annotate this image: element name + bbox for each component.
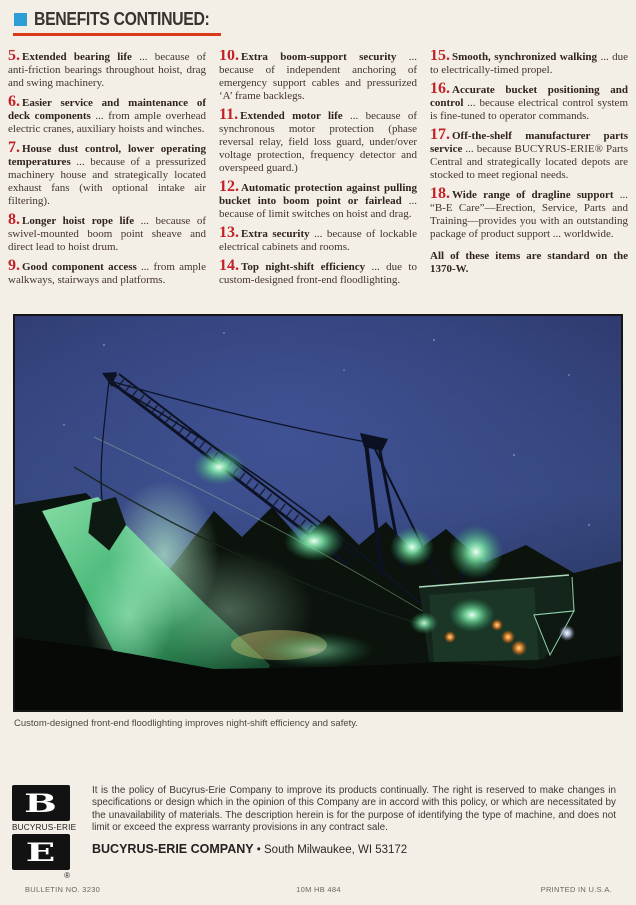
benefit-number: 16.	[430, 80, 450, 97]
benefit-item-6	[8, 93, 206, 136]
benefit-number: 8.	[8, 211, 20, 228]
benefit-body: ... from ample walkways, stairways and platforms.	[8, 261, 206, 286]
benefit-item-11	[219, 106, 417, 175]
company-address-line	[92, 840, 616, 858]
benefit-number: 17.	[430, 126, 450, 143]
benefit-number: 10.	[219, 50, 239, 64]
standard-items-note: All of these items are standard on the 1370-W.	[430, 250, 628, 275]
benefit-body: ... because of synchronous motor protection (phase reversal relay, field loss guard, under/over voltage protection, frequency detector and overspeed guard.)	[219, 110, 417, 174]
print-code: 10M HB 484	[296, 885, 341, 894]
machinery-house	[419, 575, 574, 662]
logo-b-block	[12, 785, 70, 821]
benefit-item-10	[219, 50, 417, 103]
benefit-lead: Good component access	[22, 261, 137, 273]
benefit-item-13	[219, 224, 417, 254]
page-header	[14, 9, 636, 30]
benefit-number: 12.	[219, 178, 239, 195]
photo-caption: Custom-designed front-end floodlighting improves night-shift efficiency and safety.	[14, 718, 358, 729]
benefit-body: ... because of limit switches on hoist and drag.	[219, 195, 417, 220]
benefit-number: 11.	[219, 106, 239, 123]
benefit-body: ... because of swivel-mounted boom point sheave and direct lead to hoist drum.	[8, 215, 206, 253]
benefit-number: 13.	[219, 224, 239, 241]
company-name: BUCYRUS-ERIE COMPANY	[92, 841, 254, 856]
benefit-lead: Off-the-shelf manufacturer parts service	[430, 130, 628, 155]
logo-e-block	[12, 834, 70, 870]
benefit-lead: House dust control, lower operating temperatures	[8, 143, 206, 168]
night-dragline-photo	[14, 315, 622, 711]
benefit-item-8	[8, 211, 206, 254]
benefit-body: ... because of lockable electrical cabinets and rooms.	[219, 228, 417, 253]
benefit-number: 6.	[8, 93, 20, 110]
benefit-body: ... because of independent anchoring of emergency support cables and pressurized ‘A’ frame backlegs.	[219, 51, 417, 102]
benefit-body: ... “B-E Care”—Erection, Service, Parts and Training—provides you with an outstanding package of product support ... worldwide.	[430, 189, 628, 240]
benefit-lead: Easier service and maintenance of deck components	[8, 97, 206, 122]
benefit-number: 7.	[8, 139, 20, 156]
benefit-item-17	[430, 126, 628, 182]
benefit-lead: Longer hoist rope life	[22, 215, 135, 227]
benefit-lead: Accurate bucket positioning and control	[430, 84, 628, 109]
benefit-item-12	[219, 178, 417, 221]
benefit-item-9	[8, 257, 206, 287]
blue-square-bullet-icon	[14, 13, 27, 26]
benefit-number: 5.	[8, 50, 20, 64]
benefit-number: 15.	[430, 50, 450, 64]
logo-letter-b: B	[24, 788, 58, 818]
benefit-lead: Extended motor life	[240, 110, 343, 122]
benefit-lead: Wide range of dragline support	[452, 189, 614, 201]
benefit-item-14	[219, 257, 417, 287]
benefit-body: ... because electrical control system is fine-tuned to operator commands.	[430, 97, 628, 122]
benefit-item-7	[8, 139, 206, 208]
benefit-item-15	[430, 50, 628, 77]
benefit-lead: Extended bearing life	[22, 51, 132, 63]
benefit-lead: Smooth, synchronized walking	[452, 51, 598, 63]
benefits-columns	[8, 50, 628, 308]
benefits-column-1	[8, 50, 206, 308]
logo-letter-e: E	[26, 837, 56, 867]
benefits-column-2	[219, 50, 417, 308]
benefit-number: 14.	[219, 257, 239, 274]
bulletin-number: BULLETIN NO. 3230	[25, 885, 101, 894]
benefit-lead: Automatic protection against pulling bucket into boom point or fairlead	[219, 182, 417, 207]
night-dragline-photo-art	[14, 315, 622, 711]
company-city: • South Milwaukee, WI 53172	[253, 843, 408, 856]
registered-trademark-icon: ®	[64, 871, 70, 880]
benefit-lead: Extra security	[241, 228, 310, 240]
benefit-lead: Extra boom-support security	[241, 51, 397, 63]
benefit-number: 18.	[430, 185, 450, 202]
footer	[12, 785, 616, 880]
benefit-body: ... because of a pressurized machinery house and strategically located exhaust fans (with optional intake air filtering).	[8, 156, 206, 207]
benefit-body: ... from ample overhead electric cranes, auxiliary hoists and winches.	[8, 110, 206, 135]
page-title: BENEFITS CONTINUED:	[34, 9, 210, 29]
logo-name: BUCYRUS-ERIE	[12, 823, 77, 832]
footer-text	[92, 785, 616, 858]
policy-statement: It is the policy of Bucyrus-Erie Company to improve its products continually. The right is reserved to make changes in specifications or design which in the opinion of this Company are in accord with this policy, or which are necessitated by the unavailability of materials. The description herein is for the purpose of identifying the type of machine, and does not limit or exceed the express warranty provisions in any contract sale.	[92, 785, 616, 834]
benefit-number: 9.	[8, 257, 20, 274]
benefit-body: ... due to electrically-timed propel.	[430, 51, 628, 76]
bucyrus-erie-logo	[12, 785, 76, 880]
benefit-item-5	[8, 50, 206, 90]
benefit-item-16	[430, 80, 628, 123]
benefits-column-3	[430, 50, 628, 308]
print-meta-row	[25, 885, 612, 894]
red-underline-rule	[13, 33, 221, 36]
printed-in-usa: PRINTED IN U.S.A.	[540, 885, 612, 894]
benefit-body: ... because BUCYRUS-ERIE® Parts Central and strategically located depots are stocked to meet regional needs.	[430, 143, 628, 181]
benefit-lead: Top night-shift efficiency	[241, 261, 366, 273]
benefit-item-18	[430, 185, 628, 241]
benefit-body: ... because of anti-friction bearings throughout hoist, drag and swing machinery.	[8, 51, 206, 89]
benefit-body: ... due to custom-designed front-end floodlighting.	[219, 261, 417, 286]
